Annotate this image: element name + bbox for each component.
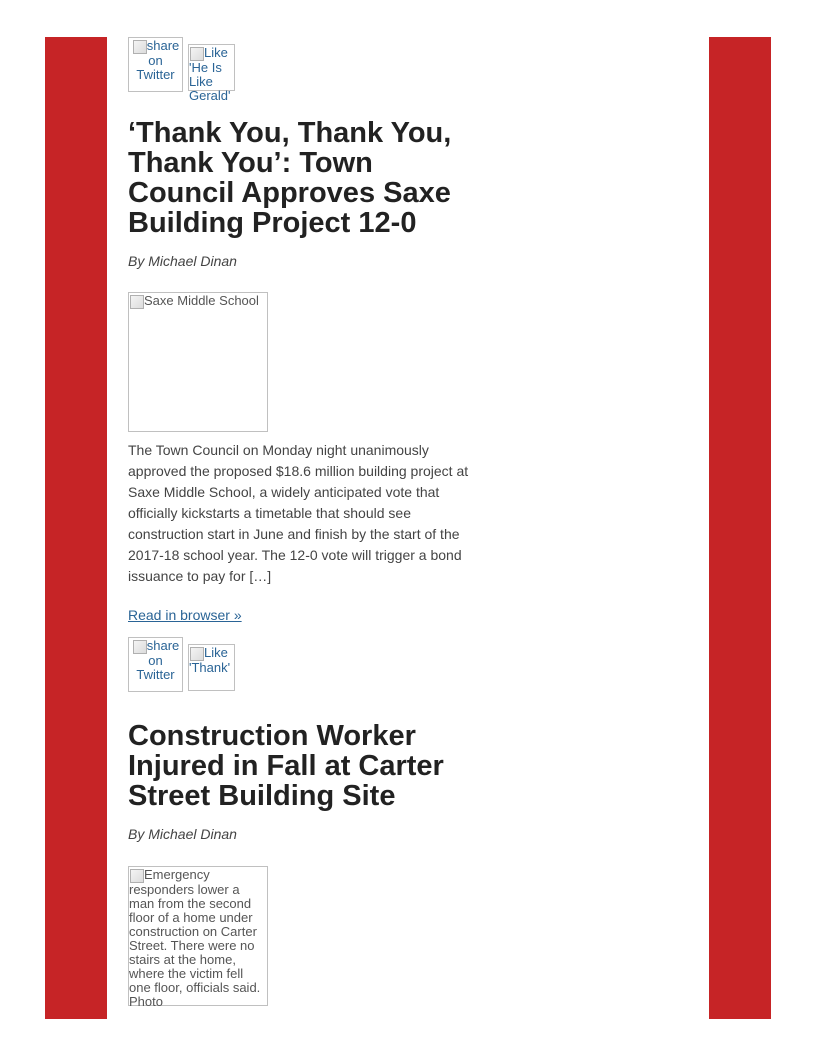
broken-image-icon (190, 647, 204, 661)
broken-image-icon (190, 47, 204, 61)
story-image (128, 866, 268, 1009)
story-image (128, 292, 268, 432)
broken-image-icon (133, 640, 147, 654)
right-red-band (709, 37, 771, 1019)
story-image-alt: Emergency responders lower a man from the second floor of a home under construction on Carter Street. There were no stairs at the home, where the victim fell one floor, officials said. Photo (129, 867, 261, 1009)
like-alt-text: Like 'Thank' (189, 645, 231, 675)
like-alt-text: Like 'He Is Like Gerald' (189, 45, 231, 103)
broken-image-icon (130, 869, 144, 883)
story-byline: By Michael Dinan (128, 826, 237, 842)
share-row (128, 637, 473, 692)
broken-image-icon (133, 40, 147, 54)
story-headline[interactable]: ‘Thank You, Thank You, Thank You’: Town Council Approves Saxe Building Project 12-0 (128, 117, 452, 239)
story-headline[interactable]: Construction Worker Injured in Fall at Carter Street Building Site (128, 720, 444, 812)
twitter-alt-text: share on Twitter (136, 638, 180, 682)
read-in-browser-link[interactable]: Read in browser » (128, 607, 242, 623)
story-byline: By Michael Dinan (128, 253, 237, 269)
newsletter-content (128, 37, 473, 1009)
like-button[interactable] (188, 44, 235, 103)
share-on-twitter-button[interactable] (128, 37, 183, 92)
story-image-alt: Saxe Middle School (144, 293, 259, 308)
share-row (128, 37, 473, 103)
broken-image-icon (130, 295, 144, 309)
share-on-twitter-button[interactable] (128, 637, 183, 692)
left-red-band (45, 37, 107, 1019)
twitter-alt-text: share on Twitter (136, 38, 180, 82)
like-button[interactable] (188, 644, 235, 691)
story-excerpt: The Town Council on Monday night unanimously approved the proposed $18.6 million building project at Saxe Middle School, a widely anticipated vote that officially kickstarts a timetable that should see construction start in June and finish by the start of the 2017-18 school year. The 12-0 vote will trigger a bond issuance to pay for […] (128, 442, 469, 584)
